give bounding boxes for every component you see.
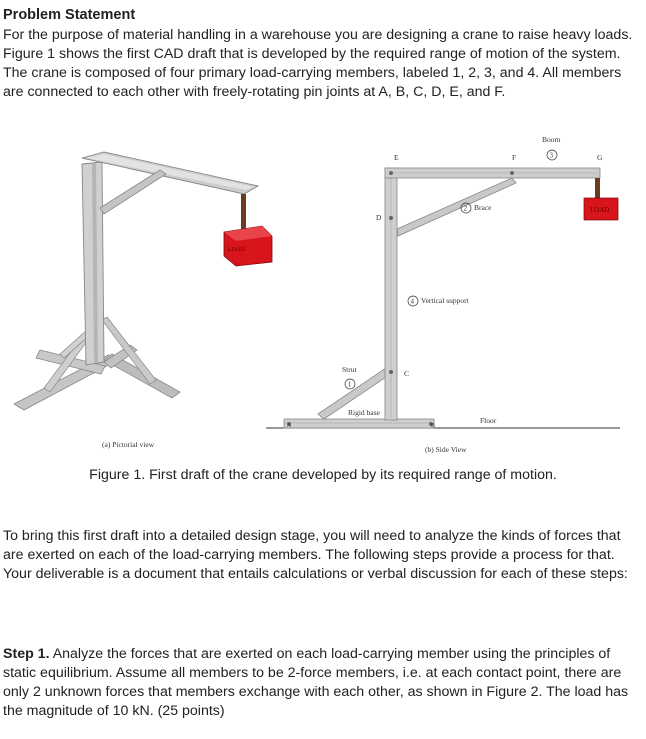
label-C: C — [404, 369, 410, 378]
vertical-number: 4 — [410, 297, 414, 306]
label-F: F — [512, 153, 517, 162]
rigid-base-label: Rigid base — [348, 408, 380, 417]
pictorial-load-label: LOAD — [228, 247, 245, 253]
side-caption: (b) Side View — [425, 445, 467, 454]
paragraph-2: To bring this first draft into a detailed design stage, you will need to analyze the kinds of forces that are exerted on each of the load-carrying members. The following steps provide a process for that. Your deliverable is a document that entails calculations or verbal discussion for each of these steps: — [3, 528, 628, 582]
intro-paragraph: For the purpose of material handling in a warehouse you are designing a crane to raise heavy loads. Figure 1 shows the first CAD draft that is developed by the required range of motion of the system. The crane is composed of four primary load-carrying members, labeled 1, 2, 3, and 4. All members are connected to each other with freely-rotating pin joints at A, B, C, D, E, and F. — [3, 27, 633, 100]
pictorial-caption: (a) Pictorial view — [102, 440, 155, 449]
brace-label: Brace — [474, 203, 492, 212]
boom-label: Boom — [542, 135, 561, 144]
pictorial-view — [14, 152, 272, 410]
brace-number: 2 — [463, 204, 467, 213]
label-G: G — [597, 153, 603, 162]
figure-caption: Figure 1. First draft of the crane developed by its required range of motion. — [89, 467, 557, 483]
strut-label: Strut — [342, 365, 357, 374]
heading: Problem Statement — [3, 7, 136, 23]
strut-number: 1 — [347, 380, 351, 389]
step-1-label: Step 1. — [3, 646, 50, 662]
boom-number: 3 — [549, 151, 553, 160]
step-1 — [3, 645, 639, 721]
label-B: B — [431, 423, 436, 429]
label-E: E — [394, 153, 399, 162]
side-view — [266, 135, 620, 429]
label-A: A — [287, 423, 292, 429]
floor-label: Floor — [480, 416, 497, 425]
side-load-label: LOAD — [590, 206, 610, 214]
vertical-label: Vertical support — [421, 296, 469, 305]
label-D: D — [376, 213, 382, 222]
step-1-text: Analyze the forces that are exerted on each load-carrying member using the principles of static equilibrium. Assume all members to be 2-force members, i.e. at each contact point, there are only 2 unknown forces that members exchange with each other, as shown in Figure 2. The load has the magnitude of 10 kN. (25 points) — [3, 646, 629, 719]
